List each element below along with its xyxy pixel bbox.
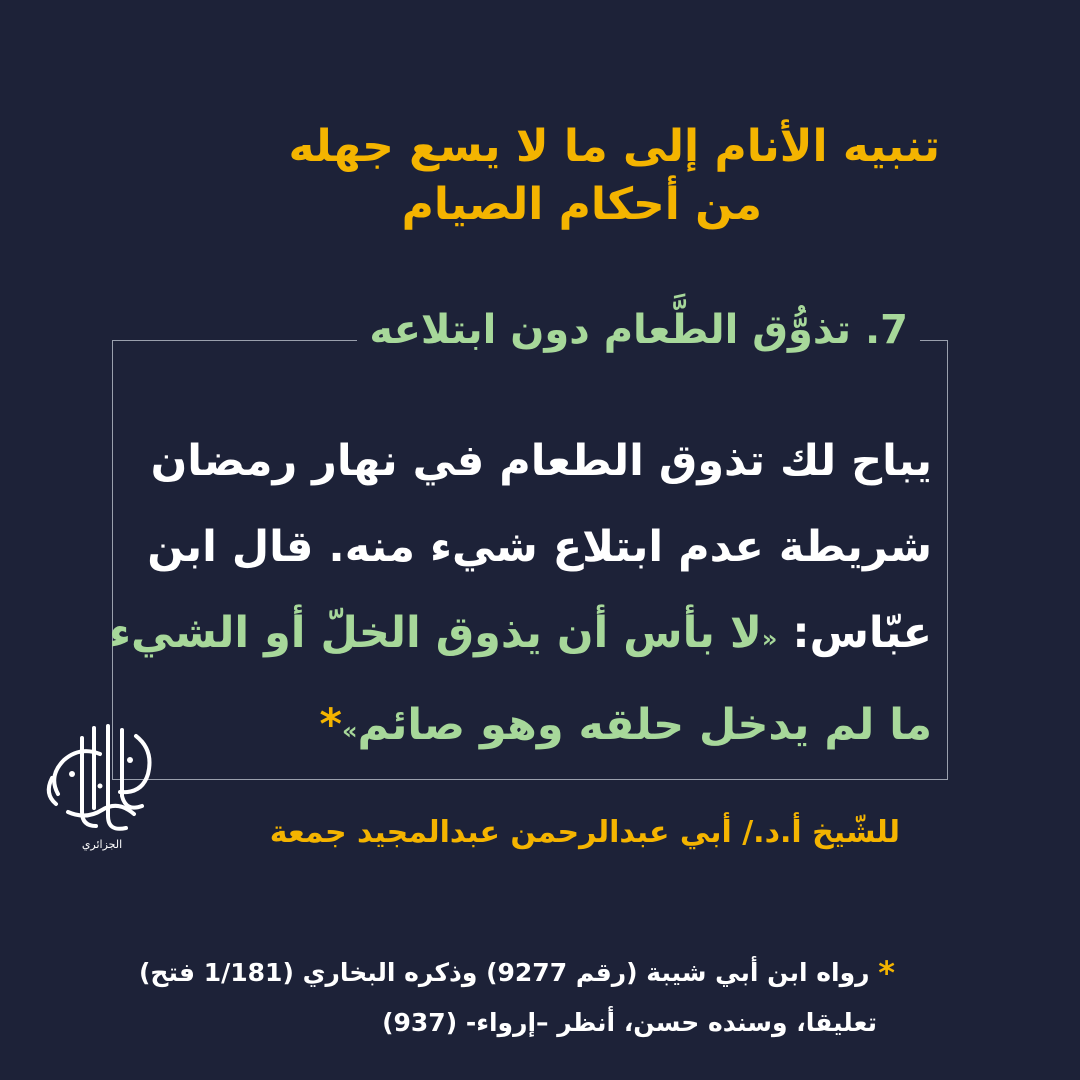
footnote-text-1: رواه ابن أبي شيبة (رقم 9277) وذكره البخاري (1/181 فتح) — [139, 958, 870, 987]
quote-open-mark — [109, 608, 777, 658]
footnote-line-2: تعليقا، وسنده حسن، أنظر –إرواء- (937) — [382, 1008, 877, 1037]
logo-caption: الجزائري — [81, 838, 123, 851]
footnote-line-1 — [139, 948, 895, 998]
body-line-2: شريطة عدم ابتلاع شيء منه. قال ابن — [147, 522, 932, 572]
body-line-3-prefix: عبّاس: — [792, 608, 932, 658]
author-credit: للشّيخ أ.د./ أبي عبدالرحمن عبدالمجيد جمعة — [269, 815, 900, 850]
title-line-2: من أحكام الصيام — [401, 179, 762, 230]
section-heading: 7. تذوُّق الطَّعام دون ابتلاعه — [357, 300, 920, 360]
page-title — [180, 118, 940, 234]
close-quote: » — [342, 717, 358, 745]
quote-text-2: ما لم يدخل حلقه وهو صائم — [357, 700, 932, 750]
footnote-asterisk: * — [878, 954, 895, 992]
footnote-marker: * — [319, 700, 342, 750]
body-line-1: يباح لك تذوق الطعام في نهار رمضان — [150, 436, 932, 486]
title-line-1: تنبيه الأنام إلى ما لا يسع جهله — [288, 121, 940, 172]
body-line-3 — [108, 590, 932, 682]
open-quote: « — [761, 625, 778, 653]
calligraphy-logo-icon — [38, 716, 166, 856]
footnote — [139, 948, 895, 1048]
quote-text-1: لا بأس أن يذوق الخلّ أو الشيء — [108, 608, 762, 658]
body-text — [108, 418, 932, 774]
body-line-4 — [132, 682, 932, 774]
